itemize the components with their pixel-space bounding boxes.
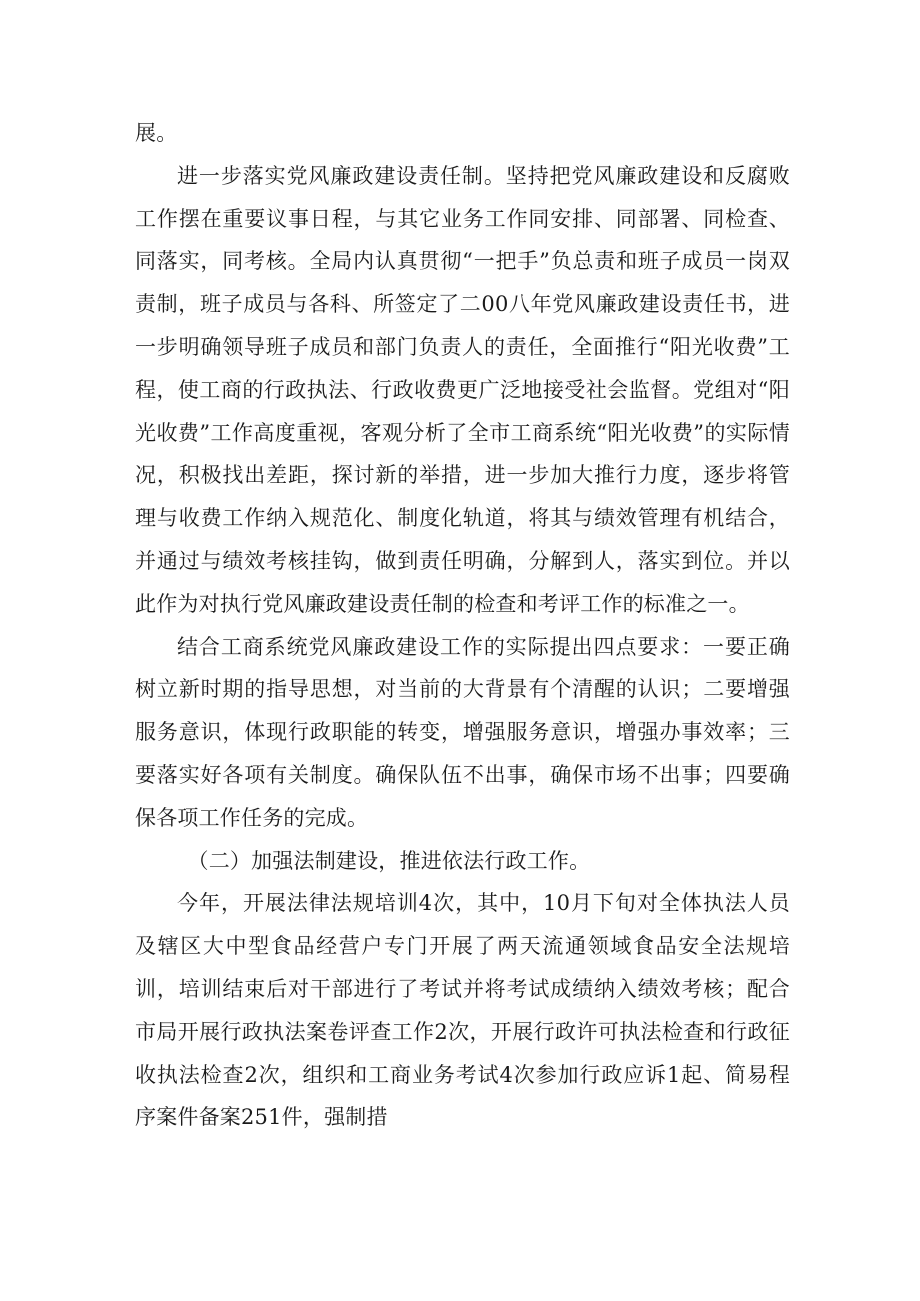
paragraph-responsibility-system: 进一步落实党风廉政建设责任制。坚持把党风廉政建设和反腐败工作摆在重要议事日程，与其它业务工作同安排、同部署、同检查、同落实，同考核。全局内认真贯彻“一把手”负总责和班子成员一岗双责制，班子成员与各科、所签定了二00八年党风廉政建设责任书，进一步明确领导班子成员和部门负责人的责任，全面推行“阳光收费”工程，使工商的行政执法、行政收费更广泛地接受社会监督。党组对“阳光收费”工作高度重视，客观分析了全市工商系统“阳光收费”的实际情况，积极找出差距，探讨新的举措，进一步加大推行力度，逐步将管理与收费工作纳入规范化、制度化轨道，将其与绩效管理有机结合，并通过与绩效考核挂钩，做到责任明确，分解到人，落实到位。并以此作为对执行党风廉政建设责任制的检查和考评工作的标准之一。 [135,163,790,616]
section-heading-legal-construction: （二）加强法制建设，推进依法行政工作。 [187,848,591,873]
document-body [135,112,790,1139]
paragraph-four-requirements: 结合工商系统党风廉政建设工作的实际提出四点要求：一要正确树立新时期的指导思想，对当前的大背景有个清醒的认识；二要增强服务意识，体现行政职能的转变，增强服务意识，增强办事效率；三要落实好各项有关制度。确保队伍不出事，确保市场不出事；四要确保各项工作任务的完成。 [135,634,790,830]
paragraph-continuation: 展。 [135,121,178,145]
paragraph-legal-training: 今年，开展法律法规培训4次，其中，10月下旬对全体执法人员及辖区大中型食品经营户专门开展了两天流通领域食品安全法规培训，培训结束后对干部进行了考试并将考试成绩纳入绩效考核；配合市局开展行政执法案卷评查工作2次，开展行政许可执法检查和行政征收执法检查2次，组织和工商业务考试4次参加行政应诉1起、简易程序案件备案251件，强制措 [135,891,790,1130]
